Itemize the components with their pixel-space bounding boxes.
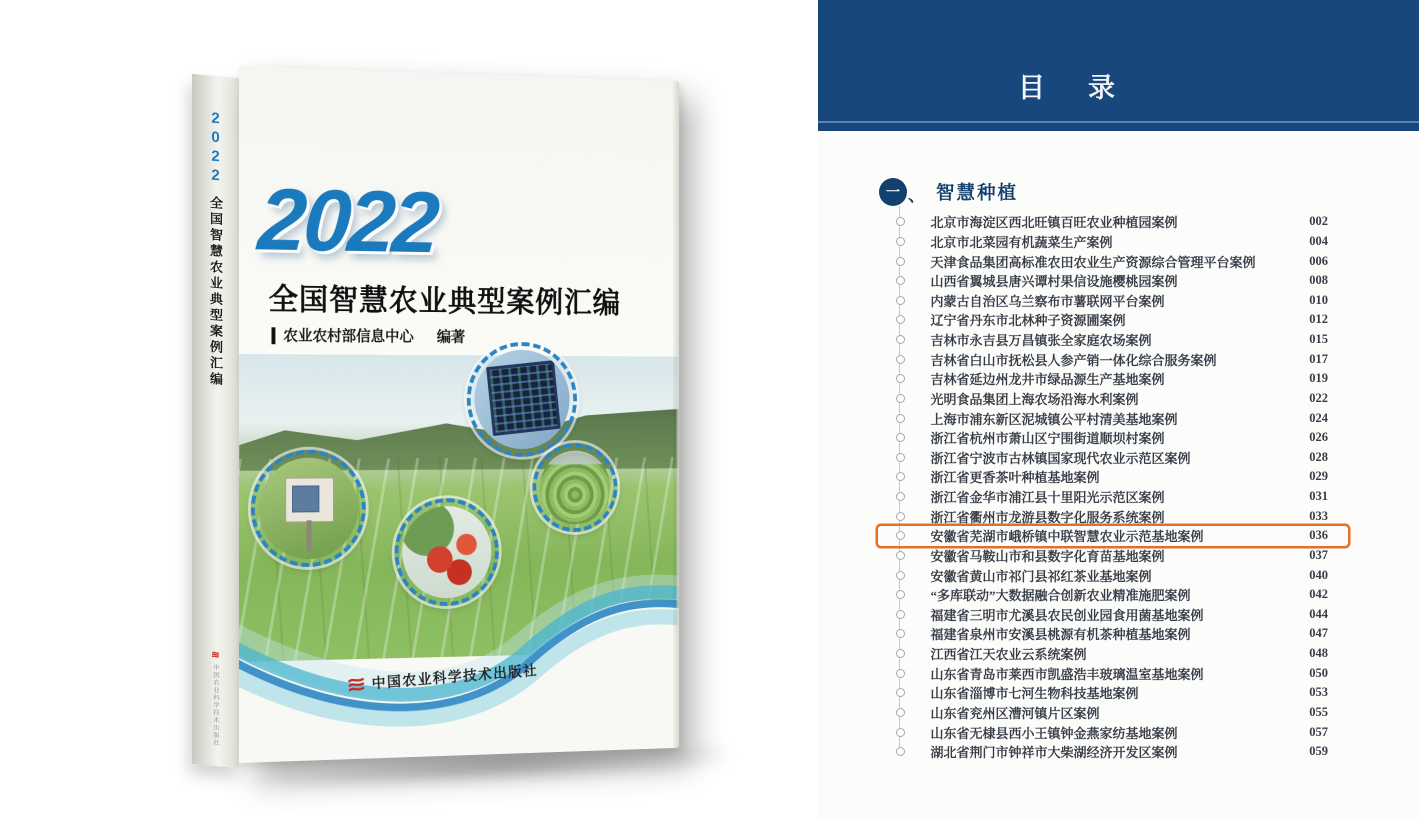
toc-entry-row[interactable] (878, 369, 1348, 389)
toc-entry-row[interactable] (878, 742, 1348, 762)
entry-bullet-icon (896, 414, 905, 423)
toc-entry-row[interactable] (878, 389, 1348, 409)
toc-entry-row[interactable] (878, 703, 1348, 723)
entry-page-number: 042 (1309, 587, 1328, 602)
entry-title: 吉林省白山市抚松县人参产销一体化综合服务案例 (930, 352, 1217, 368)
entry-bullet-icon (896, 296, 905, 305)
entry-page-number: 004 (1309, 233, 1328, 248)
section-header (879, 178, 1018, 206)
entry-page-number: 044 (1309, 606, 1328, 621)
entry-bullet-icon (896, 355, 905, 364)
toc-entry-row[interactable] (878, 526, 1348, 546)
entry-page-number: 026 (1309, 430, 1328, 445)
entry-bullet-icon (896, 492, 905, 501)
entry-title: 浙江省宁波市古林镇国家现代农业示范区案例 (930, 450, 1191, 466)
sensor-pole-graphic (307, 520, 312, 550)
toc-entry-row[interactable] (878, 644, 1348, 664)
section-separator: 、 (908, 186, 925, 205)
book-spine (192, 74, 239, 768)
entry-title: 光明食品集团上海农场沿海水利案例 (930, 391, 1139, 407)
entry-title: 山东省青岛市莱西市凯盛浩丰玻璃温室基地案例 (930, 666, 1204, 682)
toc-page-title: 目 录 (1018, 73, 1123, 103)
header-separator-dark (818, 123, 1419, 131)
entry-title: 山东省无棣县西小王镇钟金燕家纺基地案例 (930, 725, 1178, 741)
toc-header-band (818, 0, 1419, 121)
sensor-box-graphic (285, 478, 335, 523)
entry-title: 北京市北菜园有机蔬菜生产案例 (930, 234, 1113, 250)
spine-title: 全国智慧农业典型案例汇编 (208, 195, 223, 389)
entry-bullet-icon (896, 649, 905, 658)
entry-bullet-icon (896, 571, 905, 580)
section-number-icon (879, 178, 907, 206)
entry-title: 天津食品集团高标准农田农业生产资源综合管理平台案例 (930, 254, 1256, 270)
publisher-logo-icon (348, 676, 365, 693)
entry-title: 吉林市永吉县万昌镇张全家庭农场案例 (930, 333, 1152, 349)
entry-bullet-icon (896, 237, 905, 246)
cover-author-line (271, 324, 465, 346)
entry-page-number: 002 (1309, 214, 1328, 229)
toc-entry-row[interactable] (878, 271, 1348, 291)
entry-page-number: 040 (1309, 567, 1328, 582)
entry-page-number: 031 (1309, 489, 1328, 504)
entry-page-number: 059 (1309, 744, 1328, 759)
cover-title: 全国智慧农业典型案例汇编 (268, 283, 622, 320)
entry-bullet-icon (896, 590, 905, 599)
toc-entry-row[interactable] (878, 605, 1348, 625)
entry-title: 浙江省金华市浦江县十里阳光示范区案例 (930, 490, 1165, 506)
monitor-screen-graphic (486, 360, 561, 436)
publisher-name: 中国农业科学技术出版社 (371, 663, 539, 693)
spine-bottom (211, 651, 220, 746)
entry-title: 山东省兖州区漕河镇片区案例 (930, 705, 1100, 721)
toc-entry-row[interactable] (878, 546, 1348, 566)
entry-title: “多库联动”大数据融合创新农业精准施肥案例 (930, 588, 1191, 604)
entry-page-number: 022 (1309, 390, 1328, 405)
entry-title: 安徽省马鞍山市和县数字化育苗基地案例 (930, 548, 1165, 564)
toc-entry-row[interactable] (878, 251, 1348, 271)
entry-title: 福建省三明市尤溪县农民创业园食用菌基地案例 (930, 607, 1204, 623)
entry-title: 浙江省衢州市龙游县数字化服务系统案例 (930, 509, 1165, 525)
cover-author: 农业农村部信息中心 (271, 327, 413, 345)
entry-page-number: 048 (1309, 646, 1328, 661)
entry-title: 内蒙古自治区乌兰察布市薯联网平台案例 (930, 293, 1165, 309)
entry-bullet-icon (896, 512, 905, 521)
entry-bullet-icon (896, 531, 905, 540)
entry-title: 吉林省延边州龙井市绿品源生产基地案例 (930, 372, 1165, 388)
entry-page-number: 017 (1309, 351, 1328, 366)
entry-title: 浙江省杭州市萧山区宁围街道顺坝村案例 (930, 431, 1165, 447)
entry-title: 安徽省芜湖市峨桥镇中联智慧农业示范基地案例 (930, 529, 1204, 545)
entry-page-number: 057 (1309, 724, 1328, 739)
entry-page-number: 019 (1309, 371, 1328, 386)
toc-entry-row[interactable] (878, 291, 1348, 311)
section-number: 一 (886, 184, 900, 200)
toc-entry-row[interactable] (878, 349, 1348, 369)
entry-bullet-icon (896, 708, 905, 717)
entry-title: 山东省淄博市七河生物科技基地案例 (930, 686, 1139, 702)
toc-entry-row[interactable] (878, 212, 1348, 232)
entry-page-number: 006 (1309, 253, 1328, 268)
entry-bullet-icon (896, 629, 905, 638)
entry-title: 福建省泉州市安溪县桃源有机茶种植基地案例 (930, 627, 1191, 643)
toc-entry-row[interactable] (878, 232, 1348, 252)
section-title: 智慧种植 (936, 182, 1019, 203)
toc-entry-row[interactable] (878, 310, 1348, 330)
entry-bullet-icon (896, 453, 905, 462)
entry-bullet-icon (896, 688, 905, 697)
entry-bullet-icon (896, 610, 905, 619)
spine-publisher: 中国农业科学技术出版社 (212, 663, 219, 747)
toc-entry-row[interactable] (878, 722, 1348, 742)
entry-title: 浙江省更香茶叶种植基地案例 (930, 470, 1100, 486)
toc-entry-row[interactable] (878, 448, 1348, 468)
entry-page-number: 050 (1309, 665, 1328, 680)
entry-page-number: 037 (1309, 547, 1328, 562)
spine-year: 2022 (207, 109, 224, 187)
entry-bullet-icon (896, 433, 905, 442)
toc-entry-row[interactable] (878, 585, 1348, 605)
entry-bullet-icon (896, 335, 905, 344)
toc-entry-row[interactable] (878, 663, 1348, 683)
entry-bullet-icon (896, 315, 905, 324)
entry-page-number: 012 (1309, 312, 1328, 327)
publisher-logo-icon: ≋ (211, 649, 220, 661)
greenhouse-seedlings-circle (532, 443, 617, 533)
entry-title: 北京市海淀区西北旺镇百旺农业种植园案例 (930, 215, 1178, 231)
entry-bullet-icon (896, 728, 905, 737)
toc-entry-row[interactable] (878, 624, 1348, 644)
entry-page-number: 033 (1309, 508, 1328, 523)
toc-entry-row[interactable] (878, 565, 1348, 585)
entry-title: 辽宁省丹东市北林种子资源圃案例 (930, 313, 1126, 329)
entry-page-number: 053 (1309, 685, 1328, 700)
toc-entry-row[interactable] (878, 408, 1348, 428)
entry-page-number: 028 (1309, 449, 1328, 464)
book-cover-3d (192, 66, 712, 778)
entry-page-number: 029 (1309, 469, 1328, 484)
toc-entry-row[interactable] (878, 683, 1348, 703)
entry-title: 湖北省荆门市钟祥市大柴湖经济开发区案例 (930, 745, 1178, 761)
book-front-cover (239, 66, 679, 763)
entry-title: 安徽省黄山市祁门县祁红茶业基地案例 (930, 568, 1152, 584)
entry-bullet-icon (896, 472, 905, 481)
entry-page-number: 010 (1309, 292, 1328, 307)
entry-title: 江西省江天农业云系统案例 (930, 647, 1087, 663)
entry-title: 上海市浦东新区泥城镇公平村清美基地案例 (930, 411, 1178, 427)
entry-title: 山西省翼城县唐兴谭村果信设施樱桃园案例 (930, 274, 1178, 290)
entry-bullet-icon (896, 276, 905, 285)
entry-bullet-icon (896, 394, 905, 403)
entry-page-number: 036 (1309, 528, 1328, 543)
toc-entry-row[interactable] (878, 428, 1348, 448)
entry-page-number: 055 (1309, 704, 1328, 719)
entry-bullet-icon (896, 257, 905, 266)
entry-page-number: 008 (1309, 273, 1328, 288)
cover-author-role: 编著 (436, 328, 466, 346)
toc-entry-row[interactable] (878, 487, 1348, 507)
entry-bullet-icon (896, 551, 905, 560)
cover-year: 2022 (255, 169, 440, 271)
entry-bullet-icon (896, 374, 905, 383)
entry-page-number: 047 (1309, 626, 1328, 641)
entry-bullet-icon (896, 217, 905, 226)
toc-entry-row[interactable] (878, 467, 1348, 487)
toc-entry-list (878, 212, 1348, 762)
entry-page-number: 024 (1309, 410, 1328, 425)
entry-bullet-icon (896, 669, 905, 678)
toc-entry-row[interactable] (878, 330, 1348, 350)
entry-page-number: 015 (1309, 332, 1328, 347)
toc-page (818, 0, 1419, 820)
entry-bullet-icon (896, 747, 905, 756)
monitor-dashboard-circle (467, 342, 577, 457)
toc-entry-row[interactable] (878, 506, 1348, 526)
